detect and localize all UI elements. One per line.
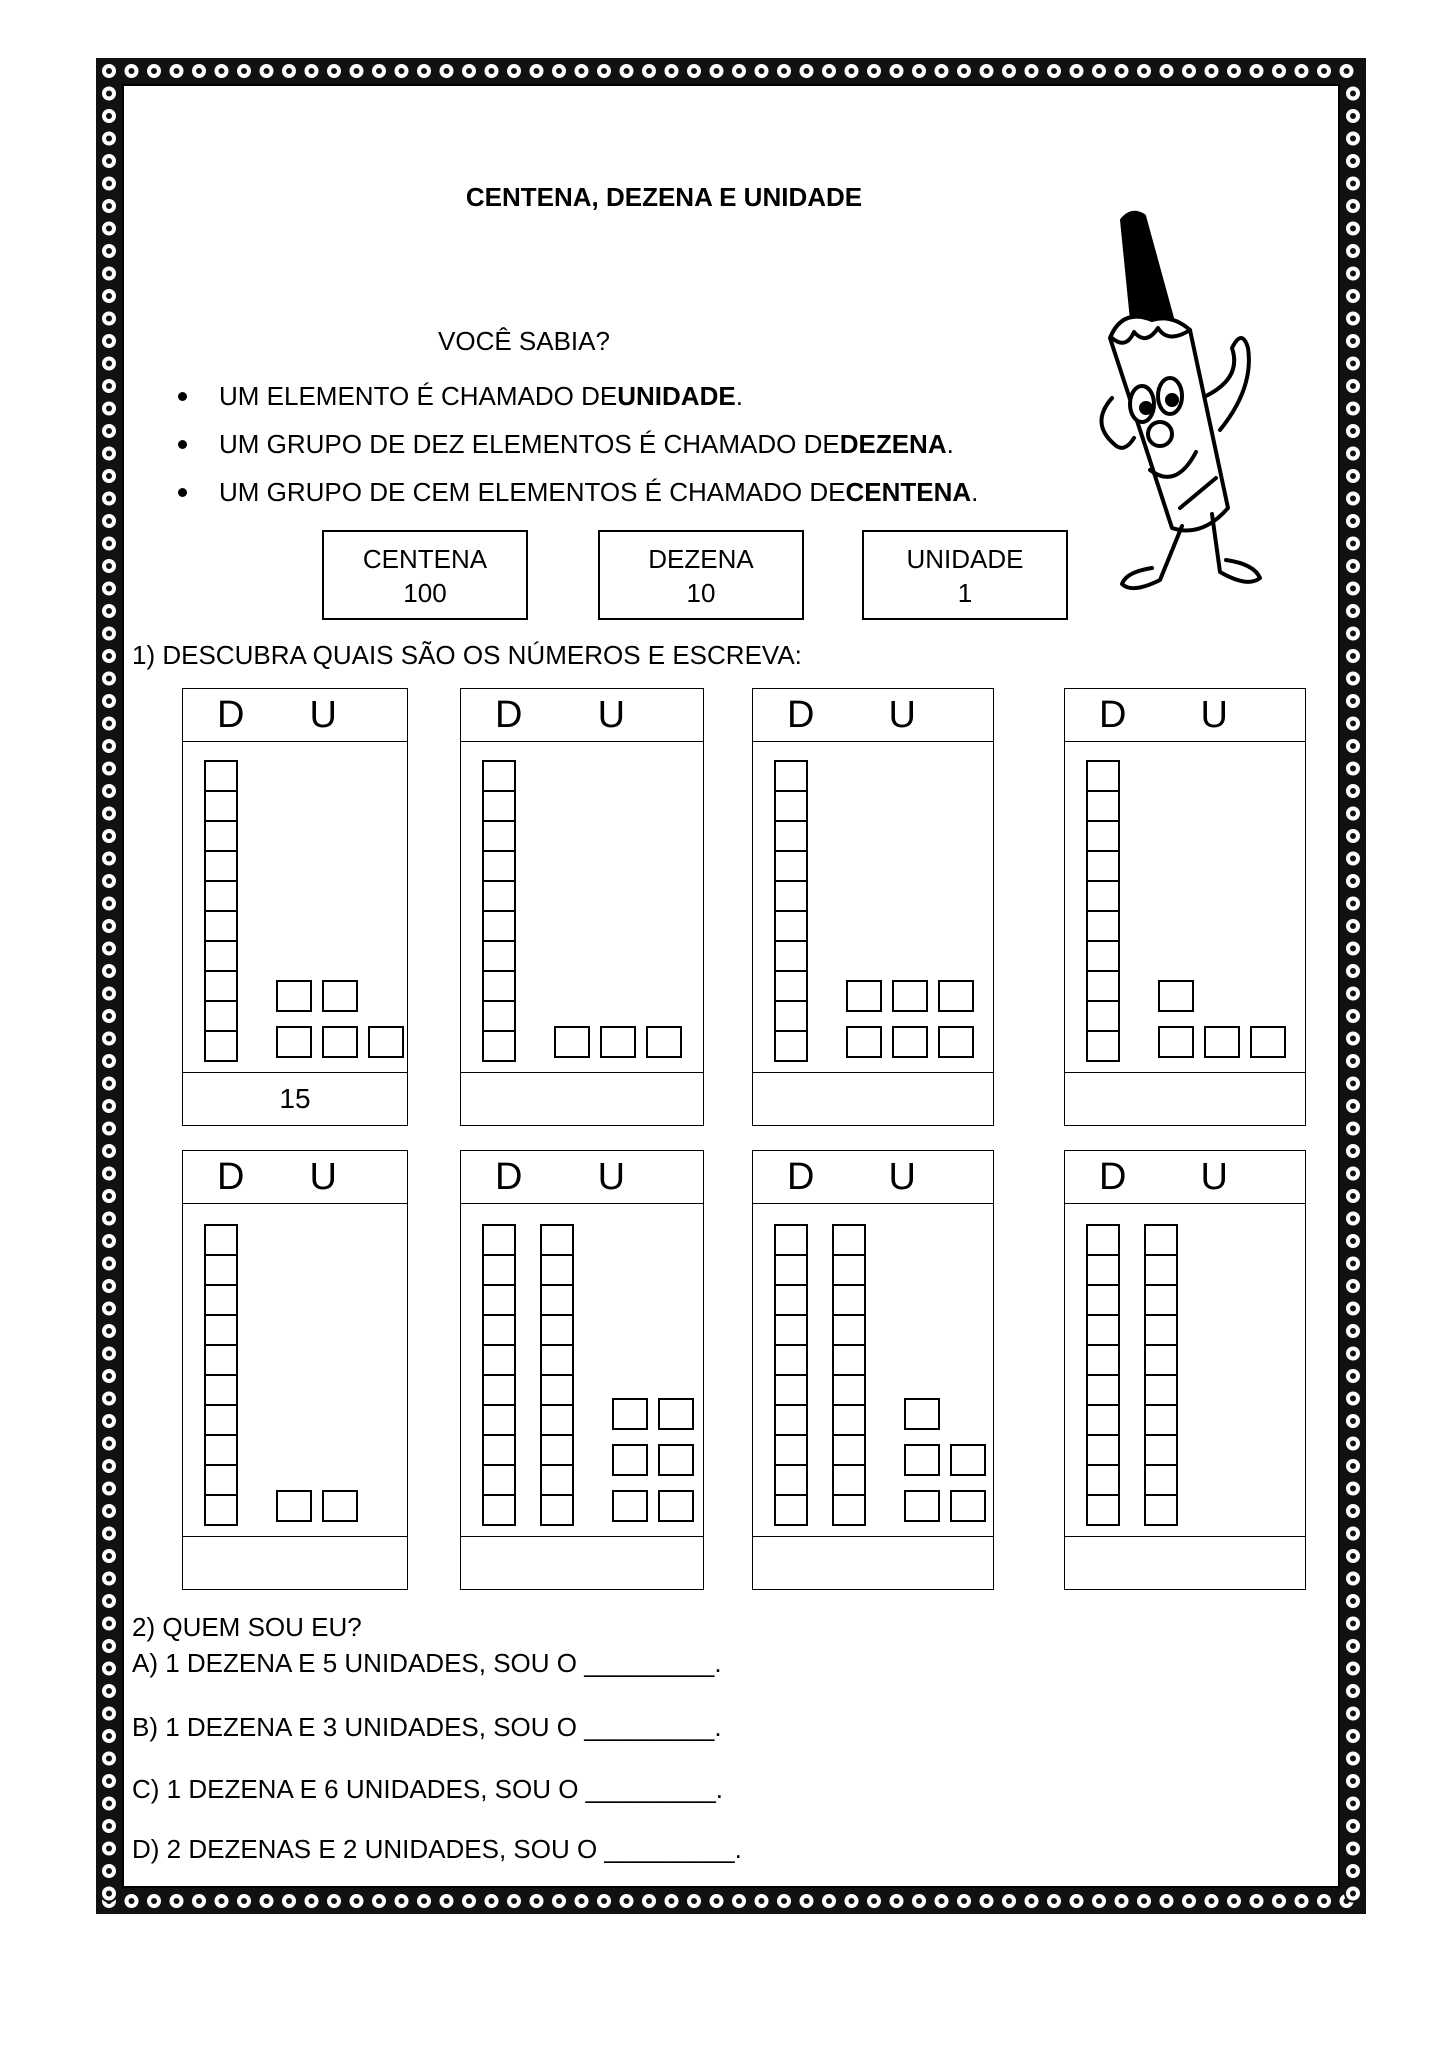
place-value-number: 10: [686, 578, 716, 608]
ten-rod-segment: [1145, 1345, 1177, 1375]
did-you-know-heading: VOCÊ SABIA?: [438, 326, 610, 356]
ten-rod-segment: [775, 881, 807, 911]
counting-card: [752, 1150, 994, 1590]
answer-field[interactable]: [461, 1072, 703, 1125]
ten-rod-segment: [541, 1315, 573, 1345]
ten-rod-segment: [483, 1345, 515, 1375]
ten-rod-segment: [541, 1465, 573, 1495]
ten-rod-segment: [205, 1031, 237, 1061]
ten-rod-segment: [205, 941, 237, 971]
unit-cube: [277, 1027, 311, 1057]
ten-rod-segment: [541, 1225, 573, 1255]
units-header-label: U: [597, 694, 626, 736]
ten-rod-segment: [483, 881, 515, 911]
place-value-name: CENTENA: [362, 544, 488, 574]
definition-list: [178, 372, 978, 516]
ten-rod-segment: [1087, 911, 1119, 941]
ten-rod-segment: [1087, 1495, 1119, 1525]
ten-rod-segment: [775, 1405, 807, 1435]
units-header-label: U: [888, 1156, 916, 1198]
ten-rod-segment: [775, 1435, 807, 1465]
unit-cube: [323, 1491, 357, 1521]
ten-rod-segment: [483, 1285, 515, 1315]
ten-rod-segment: [833, 1495, 865, 1525]
definition-end: .: [735, 380, 743, 411]
ten-rod-segment: [775, 911, 807, 941]
unit-cube: [847, 1027, 881, 1057]
ten-rod-segment: [1087, 851, 1119, 881]
ten-rod-segment: [483, 1465, 515, 1495]
ten-rod-segment: [775, 1375, 807, 1405]
ten-rod-segment: [205, 1285, 237, 1315]
ten-rod-segment: [1087, 1225, 1119, 1255]
ten-rod-segment: [1087, 791, 1119, 821]
units-header-label: U: [1200, 694, 1228, 736]
ten-rod-segment: [1087, 941, 1119, 971]
place-value-name: DEZENA: [648, 544, 754, 574]
ten-rod-segment: [483, 821, 515, 851]
ten-rod-segment: [483, 1495, 515, 1525]
ten-rod-segment: [483, 761, 515, 791]
ten-rod-segment: [833, 1375, 865, 1405]
ten-rod-segment: [1087, 1285, 1119, 1315]
card-header: [183, 689, 407, 742]
ten-rod-segment: [775, 851, 807, 881]
ten-rod-segment: [205, 1375, 237, 1405]
unit-cube: [601, 1027, 635, 1057]
ten-rod-segment: [1145, 1435, 1177, 1465]
ten-rod-segment: [775, 1255, 807, 1285]
ten-rod-segment: [833, 1345, 865, 1375]
unit-cube: [893, 1027, 927, 1057]
ten-rod-segment: [483, 1255, 515, 1285]
base-ten-blocks: [183, 741, 409, 1075]
counting-card: [1064, 1150, 1306, 1590]
counting-card: [1064, 688, 1306, 1126]
ten-rod-segment: [205, 881, 237, 911]
bullet-icon: [178, 488, 187, 497]
ten-rod-segment: [775, 821, 807, 851]
definition-text: UM GRUPO DE DEZ ELEMENTOS É CHAMADO DE: [219, 428, 840, 459]
ten-rod-segment: [205, 1435, 237, 1465]
ten-rod-segment: [1145, 1375, 1177, 1405]
ten-rod-segment: [483, 911, 515, 941]
definition-item-centena: [178, 468, 978, 516]
ten-rod-segment: [541, 1375, 573, 1405]
ten-rod-segment: [1145, 1405, 1177, 1435]
question-2-heading: 2) QUEM SOU EU?: [132, 1612, 362, 1642]
ten-rod-segment: [1087, 881, 1119, 911]
question-2-item-c: C) 1 DEZENA E 6 UNIDADES, SOU O _________.: [132, 1774, 724, 1804]
ten-rod-segment: [833, 1225, 865, 1255]
place-value-box-centena: [322, 530, 528, 620]
unit-cube: [277, 1491, 311, 1521]
ten-rod-segment: [775, 1345, 807, 1375]
unit-cube: [659, 1491, 693, 1521]
base-ten-blocks: [461, 741, 705, 1075]
tens-header-label: D: [217, 694, 245, 736]
unit-cube: [659, 1445, 693, 1475]
unit-cube: [951, 1445, 985, 1475]
tens-header-label: D: [217, 1156, 245, 1198]
place-value-number: 1: [957, 578, 973, 608]
place-value-number: 100: [403, 578, 447, 608]
ten-rod-segment: [1087, 1405, 1119, 1435]
question-1-prompt: 1) DESCUBRA QUAIS SÃO OS NÚMEROS E ESCREVA:: [132, 640, 802, 670]
base-ten-blocks: [461, 1203, 705, 1539]
card-header: [753, 689, 993, 742]
definition-term: UNIDADE: [617, 380, 736, 411]
unit-cube: [323, 981, 357, 1011]
card-header: [753, 1151, 993, 1204]
ten-rod-segment: [833, 1405, 865, 1435]
ten-rod-segment: [1087, 1345, 1119, 1375]
place-value-box-dezena: [598, 530, 804, 620]
ten-rod-segment: [483, 971, 515, 1001]
tens-header-label: D: [495, 1156, 523, 1198]
units-header-label: U: [597, 1156, 626, 1198]
answer-field[interactable]: [461, 1536, 703, 1589]
unit-cube: [1251, 1027, 1285, 1057]
ten-rod-segment: [205, 971, 237, 1001]
ten-rod-segment: [483, 1031, 515, 1061]
ten-rod-segment: [541, 1435, 573, 1465]
unit-cube: [951, 1491, 985, 1521]
ten-rod-segment: [775, 971, 807, 1001]
ten-rod-segment: [1145, 1495, 1177, 1525]
ten-rod-segment: [1087, 1255, 1119, 1285]
ten-rod-segment: [541, 1255, 573, 1285]
bullet-icon: [178, 440, 187, 449]
ten-rod-segment: [1087, 1031, 1119, 1061]
answer-field[interactable]: [753, 1072, 993, 1125]
ten-rod-segment: [1145, 1285, 1177, 1315]
ten-rod-segment: [775, 1001, 807, 1031]
tens-header-label: D: [787, 694, 815, 736]
ten-rod-segment: [205, 1001, 237, 1031]
ten-rod-segment: [205, 821, 237, 851]
ten-rod-segment: [1087, 761, 1119, 791]
unit-cube: [847, 981, 881, 1011]
units-header-label: U: [888, 694, 916, 736]
ten-rod-segment: [833, 1465, 865, 1495]
card-header: [1065, 1151, 1305, 1204]
units-header-label: U: [309, 694, 337, 736]
definition-text: UM ELEMENTO É CHAMADO DE: [219, 380, 618, 411]
card-header: [461, 689, 703, 742]
base-ten-blocks: [183, 1203, 409, 1539]
base-ten-blocks: [753, 741, 995, 1075]
ten-rod-segment: [1145, 1225, 1177, 1255]
ten-rod-segment: [1087, 1001, 1119, 1031]
ten-rod-segment: [775, 1495, 807, 1525]
ten-rod-segment: [1087, 821, 1119, 851]
definition-term: DEZENA: [839, 428, 947, 459]
tens-header-label: D: [787, 1156, 815, 1198]
definition-text: UM GRUPO DE CEM ELEMENTOS É CHAMADO DE: [219, 476, 846, 507]
ten-rod-segment: [205, 1405, 237, 1435]
place-value-name: UNIDADE: [906, 544, 1024, 574]
ten-rod-segment: [541, 1345, 573, 1375]
ten-rod-segment: [1145, 1465, 1177, 1495]
counting-card: [460, 688, 704, 1126]
ten-rod-segment: [541, 1495, 573, 1525]
unit-cube: [905, 1445, 939, 1475]
ten-rod-segment: [775, 1465, 807, 1495]
ten-rod-segment: [1087, 1315, 1119, 1345]
ten-rod-segment: [1087, 1465, 1119, 1495]
question-2-item-a: A) 1 DEZENA E 5 UNIDADES, SOU O _________.: [132, 1648, 722, 1678]
unit-cube: [1159, 981, 1193, 1011]
tens-header-label: D: [1099, 1156, 1127, 1198]
ten-rod-segment: [541, 1405, 573, 1435]
base-ten-blocks: [753, 1203, 995, 1539]
unit-cube: [1159, 1027, 1193, 1057]
ten-rod-segment: [483, 1225, 515, 1255]
unit-cube: [939, 981, 973, 1011]
unit-cube: [369, 1027, 403, 1057]
ten-rod-segment: [205, 911, 237, 941]
ten-rod-segment: [1145, 1255, 1177, 1285]
unit-cube: [613, 1399, 647, 1429]
place-value-box-unidade: [862, 530, 1068, 620]
counting-card: [752, 688, 994, 1126]
ten-rod-segment: [483, 1001, 515, 1031]
ten-rod-segment: [775, 1225, 807, 1255]
unit-cube: [555, 1027, 589, 1057]
unit-cube: [613, 1491, 647, 1521]
counting-card: [182, 1150, 408, 1590]
ten-rod-segment: [1145, 1315, 1177, 1345]
ten-rod-segment: [205, 791, 237, 821]
card-header: [183, 1151, 407, 1204]
answer-field[interactable]: [1065, 1536, 1305, 1589]
pencil-character-icon: [1092, 208, 1272, 608]
units-header-label: U: [309, 1156, 337, 1198]
ten-rod-segment: [1087, 1435, 1119, 1465]
ten-rod-segment: [205, 1225, 237, 1255]
unit-cube: [905, 1399, 939, 1429]
ten-rod-segment: [775, 1315, 807, 1345]
ten-rod-segment: [205, 1345, 237, 1375]
page-title: CENTENA, DEZENA E UNIDADE: [465, 182, 863, 212]
unit-cube: [277, 981, 311, 1011]
counting-card: [460, 1150, 704, 1590]
definition-end: .: [971, 476, 979, 507]
ten-rod-segment: [775, 1285, 807, 1315]
tens-header-label: D: [1099, 694, 1127, 736]
units-header-label: U: [1200, 1156, 1228, 1198]
ten-rod-segment: [205, 1465, 237, 1495]
question-2-item-b: B) 1 DEZENA E 3 UNIDADES, SOU O _________.: [132, 1712, 722, 1742]
base-ten-blocks: [1065, 741, 1307, 1075]
unit-cube: [905, 1491, 939, 1521]
unit-cube: [893, 981, 927, 1011]
ten-rod-segment: [483, 1315, 515, 1345]
answer-field[interactable]: 15: [183, 1072, 407, 1125]
question-2-item-d: D) 2 DEZENAS E 2 UNIDADES, SOU O _________.: [132, 1834, 742, 1864]
ten-rod-segment: [483, 1435, 515, 1465]
ten-rod-segment: [483, 851, 515, 881]
card-header: [461, 1151, 703, 1204]
ten-rod-segment: [483, 1375, 515, 1405]
answer-field[interactable]: [753, 1536, 993, 1589]
definition-end: .: [946, 428, 954, 459]
definition-item-dezena: [178, 420, 978, 468]
ten-rod-segment: [205, 1495, 237, 1525]
unit-cube: [659, 1399, 693, 1429]
ten-rod-segment: [205, 1315, 237, 1345]
unit-cube: [613, 1445, 647, 1475]
unit-cube: [1205, 1027, 1239, 1057]
ten-rod-segment: [775, 761, 807, 791]
ten-rod-segment: [775, 1031, 807, 1061]
answer-field[interactable]: [1065, 1072, 1305, 1125]
counting-card: [182, 688, 408, 1126]
ten-rod-segment: [775, 941, 807, 971]
ten-rod-segment: [833, 1285, 865, 1315]
ten-rod-segment: [483, 941, 515, 971]
tens-header-label: D: [495, 694, 523, 736]
ten-rod-segment: [775, 791, 807, 821]
ten-rod-segment: [1087, 1375, 1119, 1405]
card-header: [1065, 689, 1305, 742]
definition-item-unidade: [178, 372, 978, 420]
ten-rod-segment: [205, 851, 237, 881]
base-ten-blocks: [1065, 1203, 1307, 1539]
ten-rod-segment: [205, 1255, 237, 1285]
unit-cube: [939, 1027, 973, 1057]
ten-rod-segment: [833, 1315, 865, 1345]
ten-rod-segment: [1087, 971, 1119, 1001]
unit-cube: [323, 1027, 357, 1057]
bullet-icon: [178, 392, 187, 401]
ten-rod-segment: [541, 1285, 573, 1315]
ten-rod-segment: [205, 761, 237, 791]
ten-rod-segment: [833, 1435, 865, 1465]
ten-rod-segment: [483, 1405, 515, 1435]
ten-rod-segment: [833, 1255, 865, 1285]
definition-term: CENTENA: [845, 476, 972, 507]
ten-rod-segment: [483, 791, 515, 821]
answer-field[interactable]: [183, 1536, 407, 1589]
unit-cube: [647, 1027, 681, 1057]
